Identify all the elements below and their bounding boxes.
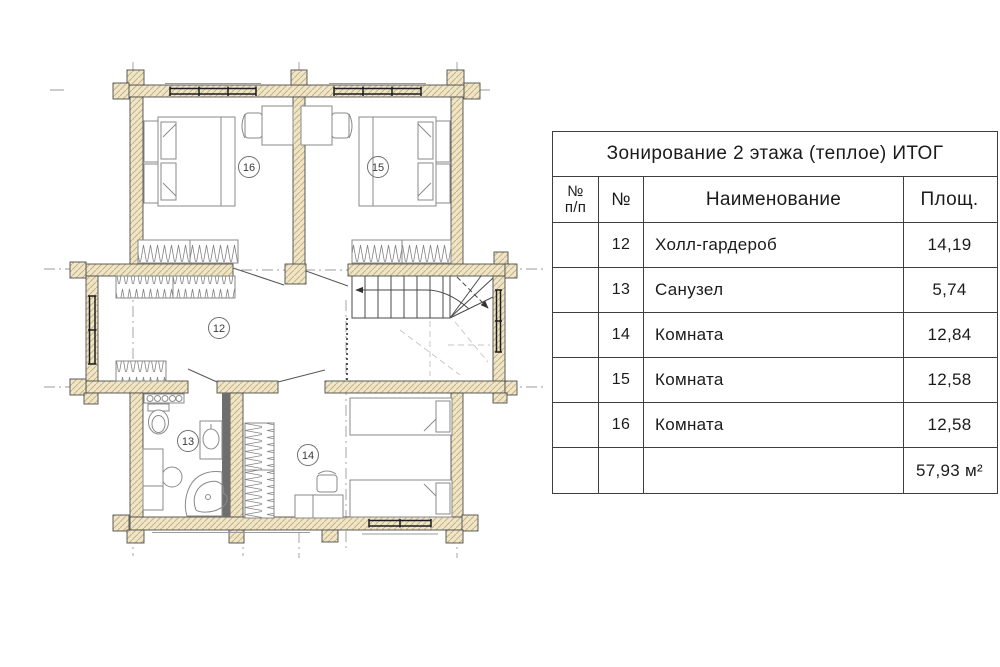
cell-name: Комната xyxy=(643,403,903,447)
chair xyxy=(317,475,337,492)
wall-right-upper xyxy=(451,97,463,276)
cell-num-pp xyxy=(553,403,598,447)
stair-stringer xyxy=(452,278,493,316)
room-16 xyxy=(138,106,293,263)
cell-num-pp xyxy=(553,448,598,493)
toilet-bowl xyxy=(149,410,169,434)
wall-hall-bottom-c xyxy=(325,381,505,393)
cell-num: 14 xyxy=(598,313,643,357)
pillow xyxy=(436,483,450,514)
room-15 xyxy=(301,106,451,263)
door-leaf-bathroom xyxy=(188,369,217,382)
nightstand xyxy=(144,164,158,203)
table-row xyxy=(553,267,997,312)
room-label-12: 12 xyxy=(212,323,226,335)
cell-name xyxy=(643,448,903,493)
corner-bathtub xyxy=(185,472,222,516)
wall-bottom xyxy=(130,517,463,530)
desk xyxy=(295,495,343,518)
bathroom-partition-lining xyxy=(222,393,230,517)
desk xyxy=(301,106,332,145)
wall-hall-bottom-a xyxy=(86,381,188,393)
nightstand xyxy=(436,164,450,203)
room-12-hall xyxy=(116,268,348,382)
pillow xyxy=(418,122,433,159)
room-14 xyxy=(245,398,452,518)
cell-num-pp xyxy=(553,268,598,312)
table-title: Зонирование 2 этажа (теплое) ИТОГ xyxy=(606,143,944,164)
table-total-row xyxy=(553,447,997,493)
room-label-15: 15 xyxy=(371,162,385,174)
zoning-table xyxy=(552,131,998,494)
room-13-bathroom xyxy=(143,394,227,516)
wall-hall-top-a xyxy=(86,264,233,276)
room-label-14: 14 xyxy=(301,450,315,462)
wall-hall-right xyxy=(493,276,505,393)
wall-hall-top-center-stub xyxy=(285,264,306,284)
cell-num: 13 xyxy=(598,268,643,312)
wall-right-lower xyxy=(451,393,463,517)
cell-area: 12,58 xyxy=(903,358,995,402)
cell-num-pp xyxy=(553,313,598,357)
room-label-13: 13 xyxy=(181,436,195,448)
door-leaf-room16 xyxy=(233,268,284,285)
wall-left-lower xyxy=(130,393,143,517)
desk xyxy=(262,106,293,145)
door-leaf-room14 xyxy=(278,370,325,382)
room-label-16: 16 xyxy=(242,162,256,174)
cell-area: 12,84 xyxy=(903,313,995,357)
window-room14-bottom xyxy=(362,519,438,534)
pillow xyxy=(161,122,176,159)
wall-hall-left xyxy=(86,276,98,393)
table-header-row xyxy=(553,176,997,222)
table-row xyxy=(553,312,997,357)
cell-name: Комната xyxy=(643,313,903,357)
header-num: № xyxy=(598,177,643,222)
table-row xyxy=(553,402,997,447)
cell-num xyxy=(598,448,643,493)
bath-cabinet xyxy=(143,449,163,510)
nightstand xyxy=(436,121,450,162)
cell-area: 12,58 xyxy=(903,403,995,447)
cell-area: 14,19 xyxy=(903,223,995,267)
table-row xyxy=(553,222,997,267)
nightstand xyxy=(144,121,158,162)
chair xyxy=(245,113,262,138)
header-num-pp: № п/п xyxy=(564,182,587,216)
wall-hall-top-b xyxy=(348,264,505,276)
chair xyxy=(332,113,349,138)
cell-num-pp xyxy=(553,223,598,267)
cell-total-area: 57,93 м² xyxy=(903,448,995,493)
stool xyxy=(162,467,182,487)
header-area: Площ. xyxy=(903,177,995,222)
cell-area: 5,74 xyxy=(903,268,995,312)
cell-num: 16 xyxy=(598,403,643,447)
table-row xyxy=(553,357,997,402)
cell-num-pp xyxy=(553,358,598,402)
cell-num: 12 xyxy=(598,223,643,267)
wall-hall-bottom-b xyxy=(217,381,278,393)
cell-name: Санузел xyxy=(643,268,903,312)
wall-top xyxy=(128,85,466,97)
cell-name: Холл-гардероб xyxy=(643,223,903,267)
header-name: Наименование xyxy=(643,177,903,222)
cell-num: 15 xyxy=(598,358,643,402)
pillow xyxy=(436,401,450,432)
door-leaf-room15 xyxy=(306,271,348,286)
cell-name: Комната xyxy=(643,358,903,402)
staircase xyxy=(347,276,493,381)
wall-partition-bath xyxy=(230,393,243,517)
stair-walking-line xyxy=(356,290,469,309)
